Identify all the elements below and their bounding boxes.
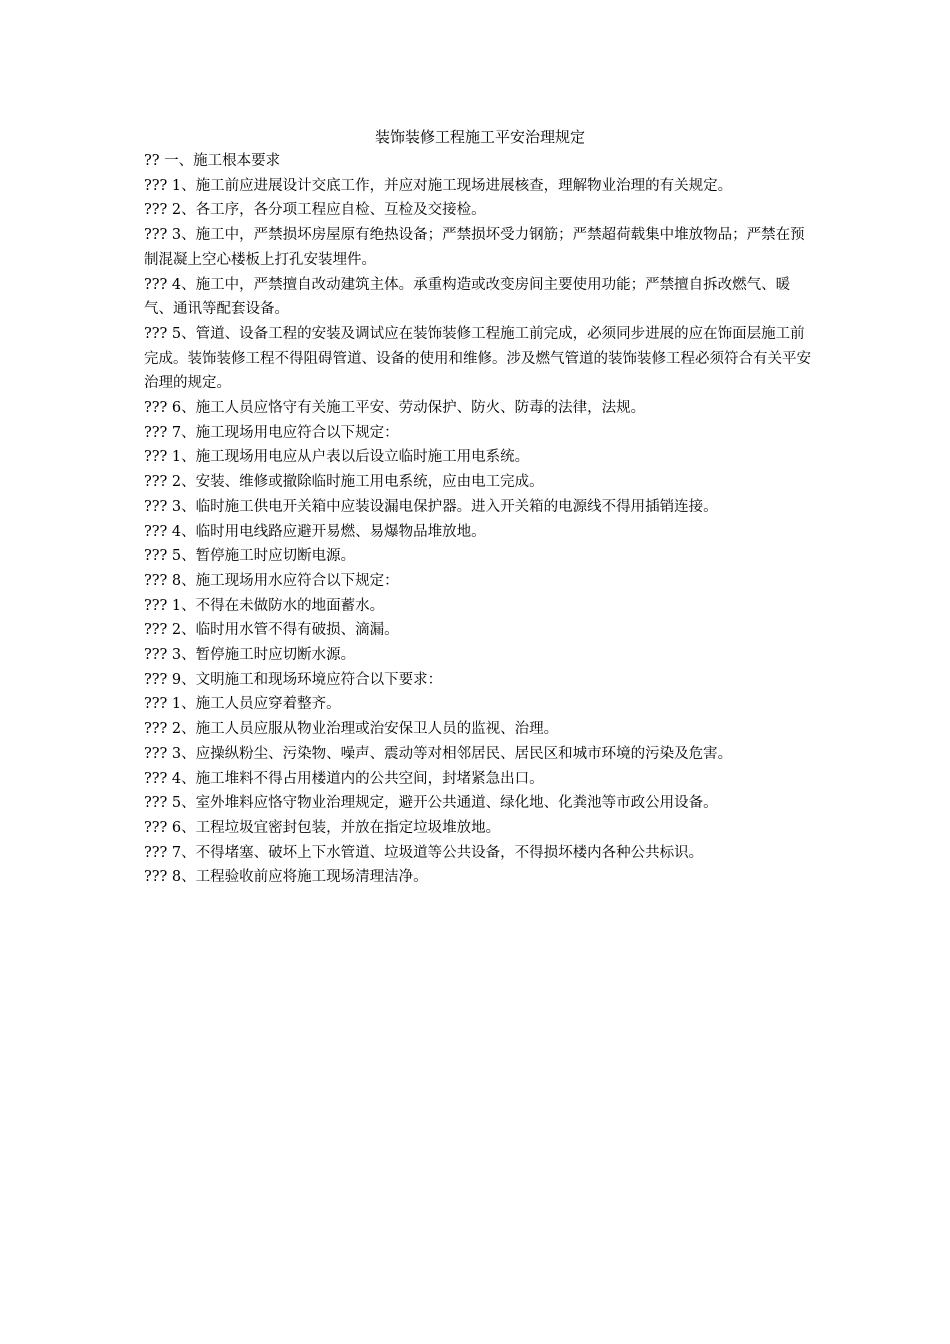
paragraph-line: ??? 7、施工现场用电应符合以下规定： [144,424,399,441]
paragraph-line: ??? 6、施工人员应恪守有关施工平安、劳动保护、防火、防毒的法律，法规。 [144,400,646,417]
paragraph-line: ??? 5、室外堆料应恪守物业治理规定，避开公共通道、绿化地、化粪池等市政公用设备。 [144,795,718,812]
paragraph-line: ??? 1、不得在未做防水的地面蓄水。 [144,597,385,614]
paragraph-line: ??? 8、工程验收前应将施工现场清理洁净。 [144,869,428,886]
paragraph-line: ??? 7、不得堵塞、破坏上下水管道、垃圾道等公共设备，不得损坏楼内各种公共标识。 [144,844,704,861]
paragraph-line: ??? 4、施工中，严禁擅自改动建筑主体。承重构造或改变房间主要使用功能；严禁擅自拆改燃气、暖气、通讯等配套设备。 [144,276,791,318]
paragraph-line: ??? 2、安装、维修或撤除临时施工用电系统，应由电工完成。 [144,474,544,491]
paragraph-line: ??? 9、文明施工和现场环境应符合以下要求： [144,671,443,688]
paragraph-line: ??? 3、应操纵粉尘、污染物、噪声、震动等对相邻居民、居民区和城市环境的污染及危害。 [144,745,733,762]
paragraph-line: ??? 5、暂停施工时应切断电源。 [144,548,356,565]
paragraph-line: ??? 1、施工前应进展设计交底工作，并应对施工现场进展核查，理解物业治理的有关规定。 [144,177,733,194]
paragraph-line: ??? 3、临时施工供电开关箱中应装设漏电保护器。进入开关箱的电源线不得用插销连接。 [144,498,718,515]
paragraph-line: ??? 2、施工人员应服从物业治理或治安保卫人员的监视、治理。 [144,721,559,738]
document-lines [144,149,816,890]
document-body [144,125,816,890]
document-title: 装饰装修工程施工平安治理规定 [374,128,585,146]
paragraph-line: ??? 4、施工堆料不得占用楼道内的公共空间，封堵紧急出口。 [144,770,544,787]
paragraph-line: ??? 3、施工中，严禁损坏房屋原有绝热设备；严禁损坏受力钢筋；严禁超荷载集中堆放物品；严禁在预制混凝上空心楼板上打孔安装埋件。 [144,227,805,268]
paragraph-line: ??? 1、施工人员应穿着整齐。 [144,696,341,713]
paragraph-line: ??? 2、各工序，各分项工程应自检、互检及交接检。 [144,202,486,219]
paragraph-line: ??? 6、工程垃圾宜密封包装，并放在指定垃圾堆放地。 [144,819,501,836]
paragraph-line: ??? 1、施工现场用电应从户表以后设立临时施工用电系统。 [144,449,530,466]
paragraph-line: ??? 4、临时用电线路应避开易燃、易爆物品堆放地。 [144,523,486,540]
paragraph-line: ??? 3、暂停施工时应切断水源。 [144,647,356,664]
section-heading: ?? 一、施工根本要求 [144,153,281,169]
paragraph-line: ??? 5、管道、设备工程的安装及调试应在装饰装修工程施工前完成，必须同步进展的应在饰面层施工前完成。装饰装修工程不得阻碍管道、设备的使用和维修。涉及燃气管道的装饰装修工程必须符合有关平安治理的规定。 [144,325,811,392]
paragraph-line: ??? 8、施工现场用水应符合以下规定： [144,572,399,589]
paragraph-line: ??? 2、临时用水管不得有破损、滴漏。 [144,622,399,639]
